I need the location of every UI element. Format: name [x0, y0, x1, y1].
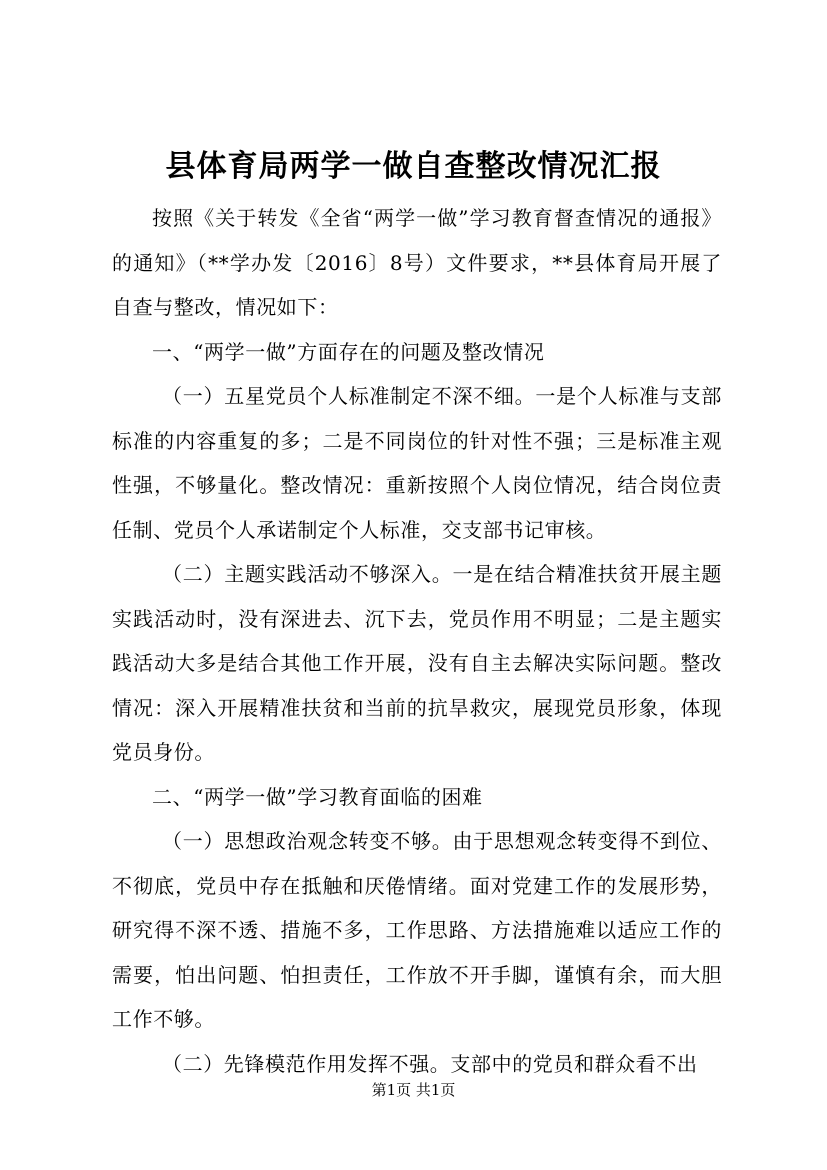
section-heading-1: 一、“两学一做”方面存在的问题及整改情况: [152, 339, 545, 364]
page-footer: 第1页 共1页: [371, 1081, 456, 1099]
paragraph-1-1: （一）五星党员个人标准制定不深不细。一是个人标准与支部标准的内容重复的多；二是不同岗位的针对性不强；三是标准主观性强，不够量化。整改情况：重新按照个人岗位情况，结合岗位责任制、党员个人承诺制定个人标准，交支部书记审核。: [112, 384, 722, 542]
paragraph-intro: 按照《关于转发《全省“两学一做”学习教育督查情况的通报》的通知》（**学办发〔2016〕8号）文件要求，**县体育局开展了自查与整改，情况如下：: [112, 206, 722, 319]
paragraph-2-1: （一）思想政治观念转变不够。由于思想观念转变得不到位、不彻底，党员中存在抵触和厌倦情绪。面对党建工作的发展形势，研究得不深不透、措施不多，工作思路、方法措施难以适应工作的需要，怕出问题、怕担责任，工作放不开手脚，谨慎有余，而大胆工作不够。: [112, 829, 722, 1031]
paragraph-1-2: （二）主题实践活动不够深入。一是在结合精准扶贫开展主题实践活动时，没有深进去、沉下去，党员作用不明显；二是主题实践活动大多是结合其他工作开展，没有自主去解决实际问题。整改情况：深入开展精准扶贫和当前的抗旱救灾，展现党员形象，体现党员身份。: [112, 562, 722, 764]
section-heading-2: 二、“两学一做”学习教育面临的困难: [152, 784, 483, 809]
document-body: [112, 196, 722, 1086]
paragraph-2-2: （二）先锋模范作用发挥不强。支部中的党员和群众看不出: [162, 1051, 698, 1076]
document-title: 县体育局两学一做自查整改情况汇报: [165, 149, 662, 184]
